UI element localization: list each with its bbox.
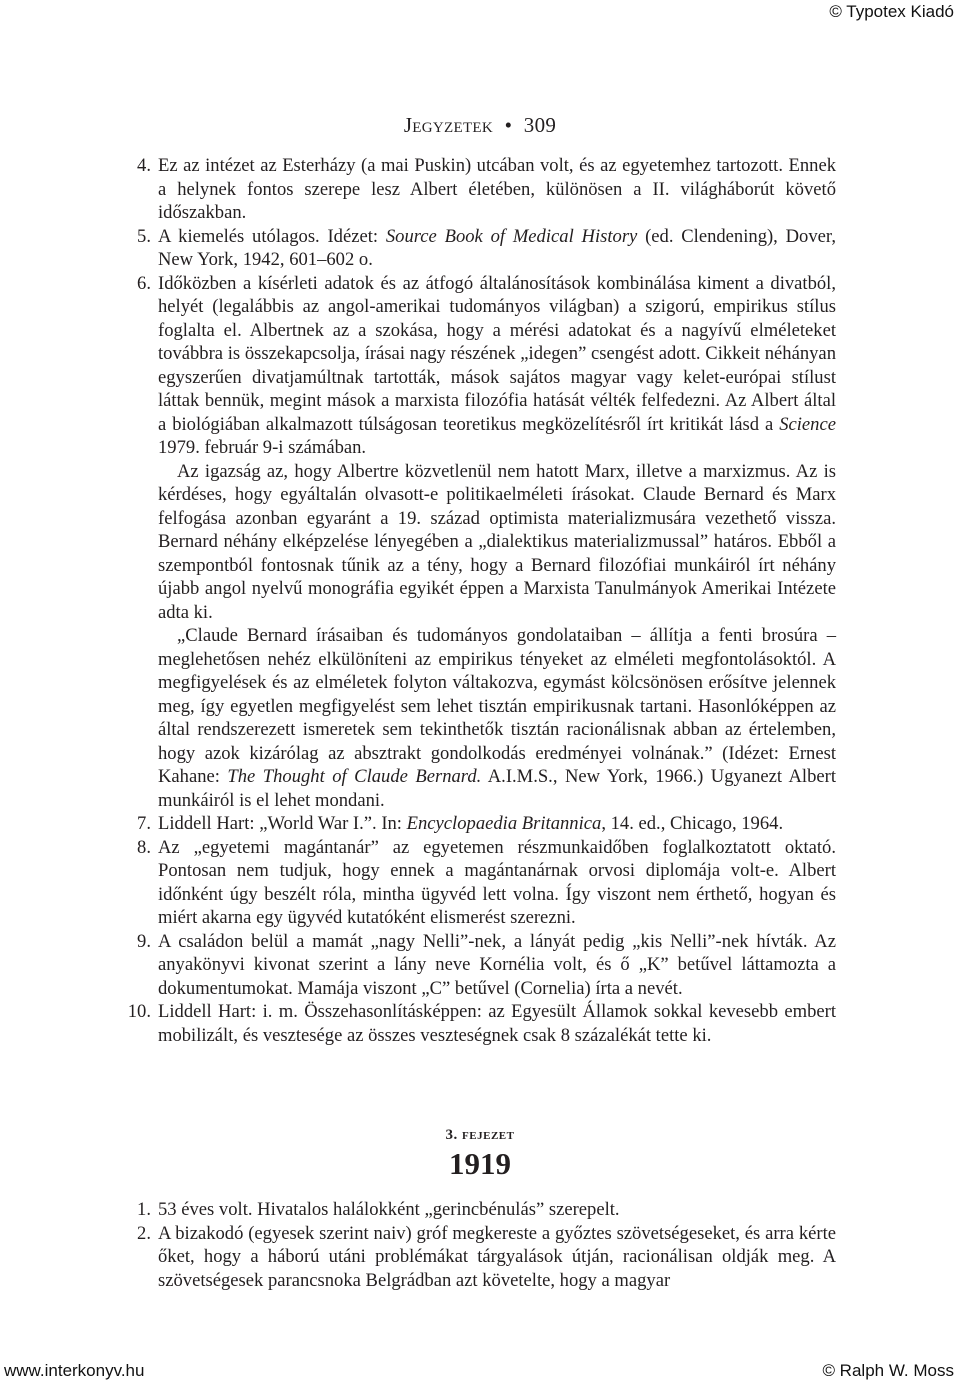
notes-list bbox=[120, 154, 836, 1047]
note-item bbox=[120, 812, 836, 836]
author-credit: © Ralph W. Moss bbox=[822, 1361, 954, 1380]
note-paragraph bbox=[158, 154, 836, 225]
note-item bbox=[120, 225, 836, 272]
running-head-title: Jegyzetek bbox=[403, 113, 493, 137]
italic-title: Science bbox=[779, 413, 836, 435]
text-run: A bizakodó (egyesek szerint naiv) gróf megkereste a győztes szövetségeseket, és arra kérte őket, hogy a háború utáni problémákat tárgyalások útján, racionálisan oldják meg. A szövetségesek parancsnoka Belgrádban azt követelte, hogy a magyar bbox=[158, 1222, 836, 1291]
text-run: Liddell Hart: „World War I.”. In: bbox=[158, 813, 407, 834]
italic-title: Source Book of Medical History bbox=[385, 225, 638, 247]
publisher-credit: © Typotex Kiadó bbox=[829, 2, 954, 21]
text-run: 53 éves volt. Hivatalos halálokként „gerincbénulás” szerepelt. bbox=[158, 1199, 620, 1220]
website-credit: www.interkonyv.hu bbox=[4, 1361, 145, 1380]
note-paragraph bbox=[158, 930, 836, 1001]
note-paragraph bbox=[158, 1000, 836, 1047]
text-run: A családon belül a mamát „nagy Nelli”-nek, a lányát pedig „kis Nelli”-nek hívták. Az anyakönyvi kivonat szerint a lány neve Kornélia volt, és ő „K” betűvel láttamozta a dokumentumokat. Mamája viszont „C” betűvel (Cornelia) írta a nevét. bbox=[158, 930, 836, 999]
text-run: Az igazság az, hogy Albertre közvetlenül nem hatott Marx, illetve a marxizmus. Az is kérdéses, hogy egyáltalán olvasott-e politikaelméleti írásokat. Claude Bernard és Marx felfogása azonban egyaránt a 19. század optimista materializmusára vezethető vissza. Bernard néhány elképzelése lényegében a „dialektikus materializmussal” határos. Ebből a szempontból fontosnak tűnik az a tény, hogy a Bernard filozófiai munkáiról írt néhány újabb angol nyelvű monográfia egyikét éppen a Marxista Tanulmányok Amerikai Intézete adta ki. bbox=[158, 460, 836, 623]
chapter-notes-list bbox=[120, 1198, 836, 1292]
chapter-label: 3. fejezet bbox=[445, 1127, 515, 1143]
chapter-title: 1919 bbox=[449, 1146, 511, 1181]
text-run: A kiemelés utólagos. Idézet: bbox=[158, 225, 386, 247]
note-paragraph bbox=[158, 1222, 836, 1293]
note-item bbox=[120, 836, 836, 930]
text-run: „Claude Bernard írásaiban és tudományos gondolataiban – állítja a fenti brosúra – meglehetősen nehéz elkülöníteni az empirikus tényeket az elméleti megfontolásoktól. A megfigyelések és az elméletek folyton váltakozva, egymást kölcsönösen erősítve jelennek meg, így egyetlen megfigyelést sem lehet tisztán empirikusnak tartani. Hasonlóképpen az által rendszerezett ismeretek sem tekinthetők tisztán racionálisnak abban az értelemben, hogy azok kizárólag az absztrakt gondolkodás eredményei volnának.” (Idézet: Ernest Kahane: bbox=[158, 625, 836, 787]
italic-title: The Thought of Claude Bernard. bbox=[227, 766, 482, 787]
note-number: 8. bbox=[137, 836, 151, 858]
text-run: Ez az intézet az Esterházy (a mai Puskin) utcában volt, és az egyetemhez tartozott. Ennek a helynek fontos szerepe lesz Albert életében, különösen a II. világháborút követő időszakban. bbox=[158, 155, 836, 223]
text-run: 1979. február 9-i számában. bbox=[158, 437, 367, 458]
note-number: 9. bbox=[137, 930, 151, 952]
note-number: 4. bbox=[137, 155, 151, 176]
note-item bbox=[120, 272, 836, 813]
text-run: (ed. Clendening), Dover, New York, 1942, 601–602 o. bbox=[158, 225, 836, 270]
note-paragraph bbox=[158, 225, 836, 272]
note-item bbox=[120, 154, 836, 225]
note-number: 7. bbox=[137, 813, 151, 834]
note-item bbox=[120, 1198, 836, 1222]
note-item bbox=[120, 1000, 836, 1047]
chapter-heading bbox=[0, 1127, 960, 1182]
note-paragraph bbox=[158, 812, 836, 836]
text-run: A.I.M.S., New York, 1966.) Ugyanezt Albert munkáiról is el lehet mondani. bbox=[158, 766, 836, 811]
note-item bbox=[120, 930, 836, 1001]
bullet-separator: • bbox=[504, 113, 513, 137]
note-paragraph bbox=[158, 836, 836, 930]
page-number: 309 bbox=[523, 113, 557, 137]
note-number: 6. bbox=[137, 272, 151, 294]
text-run: Időközben a kísérleti adatok és az átfogó általánosítások kombinálása kiment a divatból, helyét (legalábbis az angol-amerikai tudományos világban) a szigorú, empirikus stílus foglalta el. Albertnek az a szokása, hogy a mérési adatokat és a nagyívű elméleteket továbbra is összekapcsolja, írásai nagy részének „idegen” csengést adott. Cikkeit néhányan egyszerűen divatjamúltnak tartották, mások sajátos magyar vagy kelet-európai stílust láttak bennük, megint mások a marxista filozófia hatását vélték felfedezni. Az Albert által a biológiában alkalmazott túlságosan teoretikus megközelítésről írt kritikát lásd a bbox=[158, 272, 836, 435]
note-number: 1. bbox=[137, 1199, 151, 1220]
note-number: 2. bbox=[137, 1222, 151, 1244]
note-paragraph bbox=[158, 272, 836, 460]
note-number: 5. bbox=[137, 225, 151, 247]
note-paragraph bbox=[158, 460, 836, 625]
text-run: , 14. ed., Chicago, 1964. bbox=[601, 813, 784, 834]
italic-title: Encyclopaedia Britannica bbox=[406, 813, 602, 834]
note-item bbox=[120, 1222, 836, 1293]
note-number: 10. bbox=[127, 1001, 151, 1022]
text-run: Az „egyetemi magántanár” az egyetemen részmunkaidőben foglalkoztatott oktató. Pontosan nem tudjuk, hogy ennek a magántanárnak orvosi diplomája volt-e. Albert időnként úgy beszélt róla, mintha ügyvéd lett volna. Így viszont nem érthető, hogyan és miért akarna egy ügyvéd kutatóként elismerést szerezni. bbox=[158, 836, 836, 928]
text-run: Liddell Hart: i. m. Összehasonlításképpen: az Egyesült Államok sokkal kevesebb embert mobilizált, és vesztesége az összes veszteségnek csak 8 százalékát tette ki. bbox=[158, 1001, 836, 1046]
running-head bbox=[0, 113, 960, 138]
note-paragraph bbox=[158, 1198, 836, 1222]
note-paragraph bbox=[158, 624, 836, 812]
